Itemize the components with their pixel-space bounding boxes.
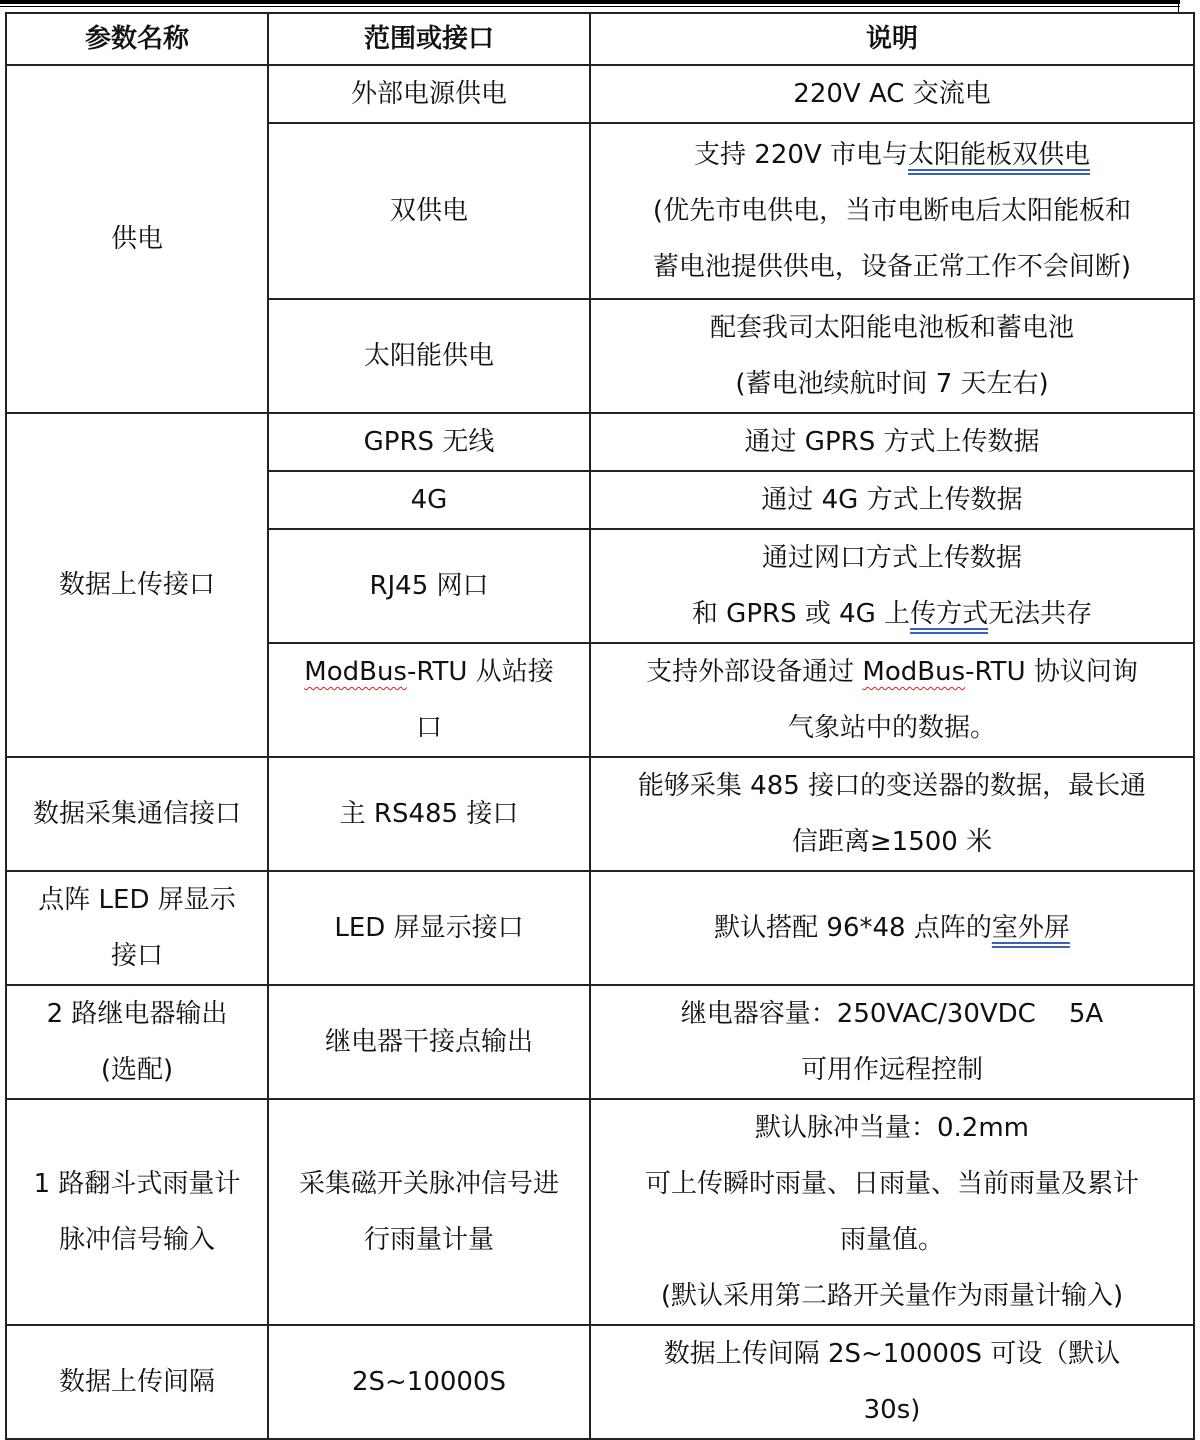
led-iface: LED 屏显示接口 [268, 871, 590, 985]
rain-desc-line3: 雨量值。 [839, 1225, 944, 1255]
rain-name-line2: 脉冲信号输入 [58, 1225, 215, 1255]
relay-name [6, 985, 268, 1099]
upload-modbus-desc-line1a: 支持外部设备通过 [646, 657, 863, 687]
rain-name-line1: 1 路翻斗式雨量计 [33, 1169, 241, 1199]
upload-rj45-desc-line1: 通过网口方式上传数据 [761, 543, 1022, 573]
led-name-line1: 点阵 LED 屏显示 [38, 885, 236, 915]
power-name: 供电 [6, 65, 268, 413]
relay-desc [590, 985, 1194, 1099]
led-desc-underlined: 室外屏 [991, 913, 1070, 943]
rain-iface-line1: 采集磁开关脉冲信号进 [298, 1169, 559, 1199]
interval-name: 数据上传间隔 [6, 1325, 268, 1439]
rain-name [6, 1099, 268, 1325]
upload-4g-desc: 通过 4G 方式上传数据 [590, 471, 1194, 529]
power-dual-desc-line3: 蓄电池提供供电，设备正常工作不会间断) [652, 252, 1132, 282]
table-row [6, 985, 1194, 1099]
interval-iface: 2S~10000S [268, 1325, 590, 1439]
upload-modbus-desc [590, 643, 1194, 757]
led-name-line2: 接口 [110, 941, 163, 971]
collect-desc-line1: 能够采集 485 接口的变送器的数据，最长通 [637, 771, 1147, 801]
rain-desc-line1: 默认脉冲当量：0.2mm [754, 1113, 1029, 1143]
power-ext-iface: 外部电源供电 [268, 65, 590, 123]
power-ext-desc: 220V AC 交流电 [590, 65, 1194, 123]
interval-desc [590, 1325, 1194, 1439]
top-border [0, 0, 1180, 4]
power-solar-desc [590, 299, 1194, 413]
relay-name-line2: (选配) [100, 1055, 174, 1085]
upload-rj45-desc-line2a: 和 GPRS 或 4G 上 [691, 599, 911, 629]
table-row [6, 1099, 1194, 1325]
power-solar-iface: 太阳能供电 [268, 299, 590, 413]
led-desc-line1: 默认搭配 96*48 点阵的 [714, 913, 992, 943]
header-row [6, 13, 1194, 65]
power-dual-desc-line2: (优先市电供电，当市电断电后太阳能板和 [652, 196, 1132, 226]
upload-gprs-desc: 通过 GPRS 方式上传数据 [590, 413, 1194, 471]
rain-desc-line4: (默认采用第二路开关量作为雨量计输入) [660, 1281, 1124, 1311]
table-row [6, 65, 1194, 123]
header-range-interface: 范围或接口 [268, 13, 590, 65]
collect-name: 数据采集通信接口 [6, 757, 268, 871]
upload-modbus-iface [268, 643, 590, 757]
corner-mark [1178, 0, 1179, 12]
rain-desc-line2: 可上传瞬时雨量、日雨量、当前雨量及累计 [644, 1169, 1139, 1199]
rain-iface-line2: 行雨量计量 [363, 1225, 494, 1255]
upload-modbus-iface-line2: 口 [415, 713, 442, 743]
power-dual-desc-line1-underlined: 太阳能板双供电 [907, 140, 1090, 170]
upload-modbus-iface-line1: -RTU 从站接 [406, 657, 554, 687]
led-name [6, 871, 268, 985]
table-row [6, 413, 1194, 471]
power-dual-desc-line1: 支持 220V 市电与 [694, 140, 908, 170]
upload-modbus-desc-line1c: -RTU 协议问询 [965, 657, 1138, 687]
table-row [6, 757, 1194, 871]
collect-desc [590, 757, 1194, 871]
relay-desc-line2: 可用作远程控制 [800, 1055, 983, 1085]
rain-iface [268, 1099, 590, 1325]
power-dual-iface: 双供电 [268, 123, 590, 299]
upload-rj45-desc-line2c: 无法共存 [988, 599, 1093, 629]
top-border-inner [0, 6, 1180, 7]
spec-table [5, 12, 1195, 1440]
table-row [6, 1325, 1194, 1439]
upload-name: 数据上传接口 [6, 413, 268, 757]
power-dual-desc [590, 123, 1194, 299]
power-solar-desc-line2: (蓄电池续航时间 7 天左右) [735, 369, 1049, 399]
interval-desc-line1: 数据上传间隔 2S~10000S 可设（默认 [663, 1339, 1121, 1369]
led-desc [590, 871, 1194, 985]
rain-desc [590, 1099, 1194, 1325]
relay-desc-line1: 继电器容量：250VAC/30VDC 5A [680, 999, 1104, 1029]
interval-desc-line2: 30s) [863, 1395, 921, 1425]
relay-name-line1: 2 路继电器输出 [46, 999, 228, 1029]
upload-rj45-iface: RJ45 网口 [268, 529, 590, 643]
collect-iface: 主 RS485 接口 [268, 757, 590, 871]
upload-rj45-desc-line2-underlined: 传方式 [910, 599, 989, 629]
upload-modbus-desc-spell: ModBus [862, 657, 966, 687]
relay-iface: 继电器干接点输出 [268, 985, 590, 1099]
table-row [6, 871, 1194, 985]
header-description: 说明 [590, 13, 1194, 65]
power-solar-desc-line1: 配套我司太阳能电池板和蓄电池 [709, 313, 1074, 343]
header-param-name: 参数名称 [6, 13, 268, 65]
upload-modbus-iface-spell: ModBus [304, 657, 407, 687]
upload-modbus-desc-line2: 气象站中的数据。 [787, 713, 996, 743]
upload-gprs-iface: GPRS 无线 [268, 413, 590, 471]
upload-4g-iface: 4G [268, 471, 590, 529]
upload-rj45-desc [590, 529, 1194, 643]
collect-desc-line2: 信距离≥1500 米 [791, 827, 993, 857]
